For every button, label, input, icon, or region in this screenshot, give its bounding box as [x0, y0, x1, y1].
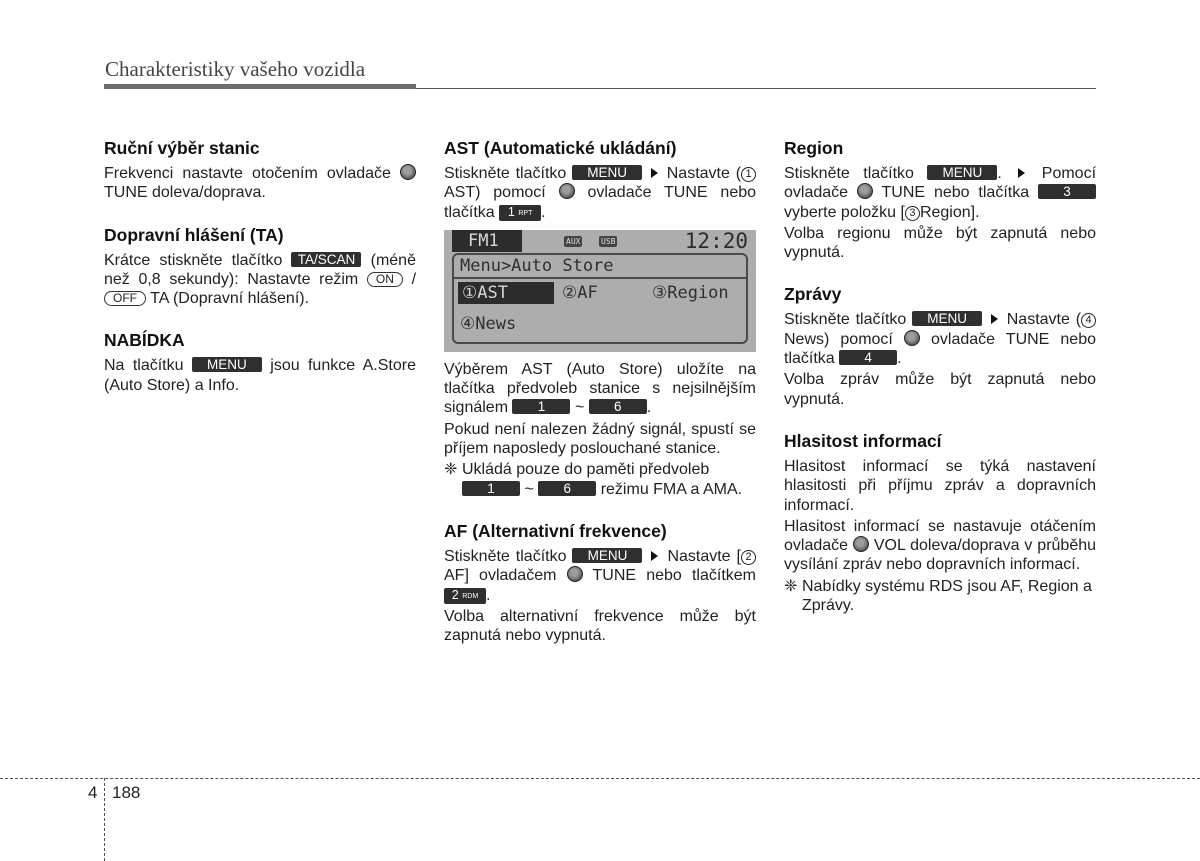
preset-2-key — [444, 588, 486, 604]
display-divider — [454, 277, 746, 279]
text: TUNE doleva/doprava. — [104, 184, 266, 202]
preset-6-key: 6 — [589, 399, 647, 414]
page-number: 188 — [112, 783, 141, 802]
usb-badge: USB — [601, 236, 616, 246]
column-1 — [104, 137, 416, 416]
on-key: ON — [367, 272, 403, 287]
text: ovladače TUNE nebo tlačítka — [784, 330, 1096, 368]
text: . — [541, 203, 546, 221]
tune-knob-icon — [857, 183, 873, 199]
text: / — [411, 270, 417, 288]
column-3 — [784, 137, 1096, 636]
text: ovladače TUNE nebo tlačítka — [444, 184, 757, 221]
text: Na tlačítku — [104, 357, 184, 375]
paragraph: Hlasitost informací se týká nastavení hlasitosti při příjmu zpráv a dopravních informací. — [784, 457, 1096, 514]
text: VOL doleva/doprava v průběhu vysílání zpráv nebo dopravních informací. — [784, 537, 1097, 574]
arrow-right-icon — [651, 551, 658, 561]
menu-key: MENU — [572, 548, 642, 563]
text: TUNE nebo tlačítkem — [592, 567, 756, 585]
tune-knob-icon — [559, 183, 575, 199]
text: Pomocí ovladače — [784, 165, 1097, 202]
text: News) pomocí — [784, 330, 893, 348]
note-mark: ❈ — [784, 577, 798, 595]
arrow-right-icon — [991, 314, 998, 324]
text: jsou funkce A.Store (Auto Store) a Info. — [104, 357, 416, 394]
note — [444, 460, 756, 499]
paragraph — [444, 547, 756, 605]
section-alternative-frequency — [444, 520, 756, 645]
menu-item-news: ④News — [460, 313, 517, 334]
text: Stiskněte tlačítko — [784, 311, 907, 329]
key-label: 2 — [451, 587, 459, 602]
clock: 12:20 — [684, 228, 748, 253]
section-news — [784, 283, 1096, 408]
section-auto-store — [444, 137, 756, 499]
note — [784, 577, 1096, 616]
text: Stiskněte tlačítko — [444, 165, 567, 182]
text: režimu FMA a AMA. — [600, 480, 743, 498]
paragraph: Volba zpráv může být zapnutá nebo vypnutá. — [784, 371, 1096, 408]
note-text — [462, 460, 756, 499]
circled-number-2: 2 — [741, 550, 756, 565]
text: Nastavte ( — [1006, 311, 1082, 329]
paragraph — [104, 356, 416, 395]
section-title: AST (Automatické ukládání) — [444, 138, 677, 158]
preset-1-key: 1 — [462, 481, 520, 496]
section-title: Hlasitost informací — [784, 430, 942, 451]
preset-1-key: 1 — [512, 399, 570, 414]
arrow-right-icon — [1018, 168, 1025, 178]
text: AST) pomocí — [444, 184, 546, 202]
tune-knob-icon — [400, 164, 416, 180]
note-text: Nabídky systému RDS jsou AF, Region a Zprávy. — [802, 577, 1092, 615]
band-indicator: FM1 — [452, 230, 522, 252]
menu-key: MENU — [572, 165, 642, 180]
arrow-right-icon — [651, 168, 658, 178]
preset-4-key: 4 — [839, 350, 897, 365]
section-info-volume — [784, 430, 1096, 615]
footer-rule — [0, 778, 1200, 779]
section-title: Ruční výběr stanic — [104, 138, 260, 158]
display-menu-panel — [452, 253, 748, 344]
text: (méně než 0,8 sekundy): Nastavte režim — [104, 251, 416, 288]
text: ~ — [524, 480, 534, 498]
paragraph — [784, 310, 1096, 368]
section-title: Dopravní hlášení (TA) — [104, 224, 284, 245]
text: Stiskněte tlačítko — [444, 547, 567, 565]
display-status-bar — [444, 230, 756, 252]
section-region — [784, 137, 1096, 262]
text: AF] ovladačem — [444, 567, 557, 585]
menu-item-af: ②AF — [562, 282, 598, 303]
text: Nastavte [ — [667, 547, 741, 565]
text: vyberte položku [ — [784, 203, 905, 221]
paragraph — [104, 251, 416, 309]
aux-badge: AUX — [566, 236, 581, 246]
circled-number-3: 3 — [905, 206, 920, 221]
off-key: OFF — [104, 291, 146, 306]
text: ~ — [574, 399, 585, 417]
text: Krátce stiskněte tlačítko — [104, 251, 283, 269]
preset-6-key: 6 — [538, 481, 596, 496]
preset-1-key — [499, 205, 541, 221]
text: . — [486, 586, 491, 604]
key-label: 1 — [507, 204, 515, 219]
text: . — [646, 399, 652, 417]
text: Frekvenci nastavte otočením ovladače — [104, 165, 391, 182]
section-menu — [104, 329, 416, 395]
menu-key: MENU — [927, 165, 997, 180]
ta-scan-key: TA/SCAN — [291, 252, 361, 267]
text: Nastavte ( — [666, 165, 742, 182]
circled-number-1: 1 — [741, 167, 756, 182]
column-2 — [444, 137, 756, 645]
menu-key: MENU — [912, 311, 982, 326]
paragraph — [444, 164, 756, 222]
key-sublabel: RPT — [518, 209, 533, 217]
text: Ukládá pouze do paměti předvoleb — [462, 461, 710, 479]
paragraph — [784, 517, 1096, 575]
key-sublabel: RDM — [462, 592, 479, 600]
page-title: Charakteristiky vašeho vozidla — [105, 57, 366, 81]
section-title: Zprávy — [784, 284, 842, 305]
header-rule-thin — [416, 88, 1096, 89]
tune-knob-icon — [567, 566, 583, 582]
menu-path: Menu>Auto Store — [460, 255, 614, 276]
footer-divider — [104, 778, 105, 861]
text: TA (Dopravní hlášení). — [150, 290, 310, 308]
text: TUNE nebo tlačítka — [881, 184, 1030, 202]
header-rule-thick — [104, 84, 416, 89]
circled-number-4: 4 — [1081, 313, 1096, 328]
paragraph: Volba regionu může být zapnutá nebo vypnutá. — [784, 224, 1096, 262]
vol-knob-icon — [853, 536, 869, 552]
menu-key: MENU — [192, 357, 262, 372]
chapter-number: 4 — [88, 783, 98, 802]
paragraph — [104, 164, 416, 203]
note-mark: ❈ — [444, 461, 458, 479]
text: Výběrem AST (Auto Store) uložíte na tlačítka předvoleb stanice s nejsilnějším signálem — [444, 360, 756, 417]
section-manual-tuning — [104, 137, 416, 203]
paragraph — [444, 360, 756, 418]
text: . — [997, 165, 1002, 182]
text: Region]. — [919, 203, 980, 221]
text: Stiskněte tlačítko — [784, 165, 914, 182]
radio-display-illustration — [444, 230, 756, 352]
preset-3-key: 3 — [1038, 184, 1096, 199]
menu-item-region: ③Region — [652, 282, 729, 303]
section-title: NABÍDKA — [104, 330, 185, 351]
section-title: AF (Alternativní frekvence) — [444, 520, 667, 541]
tune-knob-icon — [904, 330, 920, 346]
paragraph — [784, 164, 1096, 222]
section-traffic-announcement — [104, 224, 416, 309]
paragraph: Volba alternativní frekvence může být zapnutá nebo vypnutá. — [444, 607, 756, 645]
paragraph: Pokud není nalezen žádný signál, spustí se příjem naposledy poslouchané stanice. — [444, 420, 756, 458]
section-title: Region — [784, 138, 844, 158]
text: . — [897, 350, 902, 368]
menu-item-ast: ①AST — [458, 282, 554, 304]
text: Hlasitost informací se nastavuje otáčením ovladače — [784, 517, 1096, 555]
